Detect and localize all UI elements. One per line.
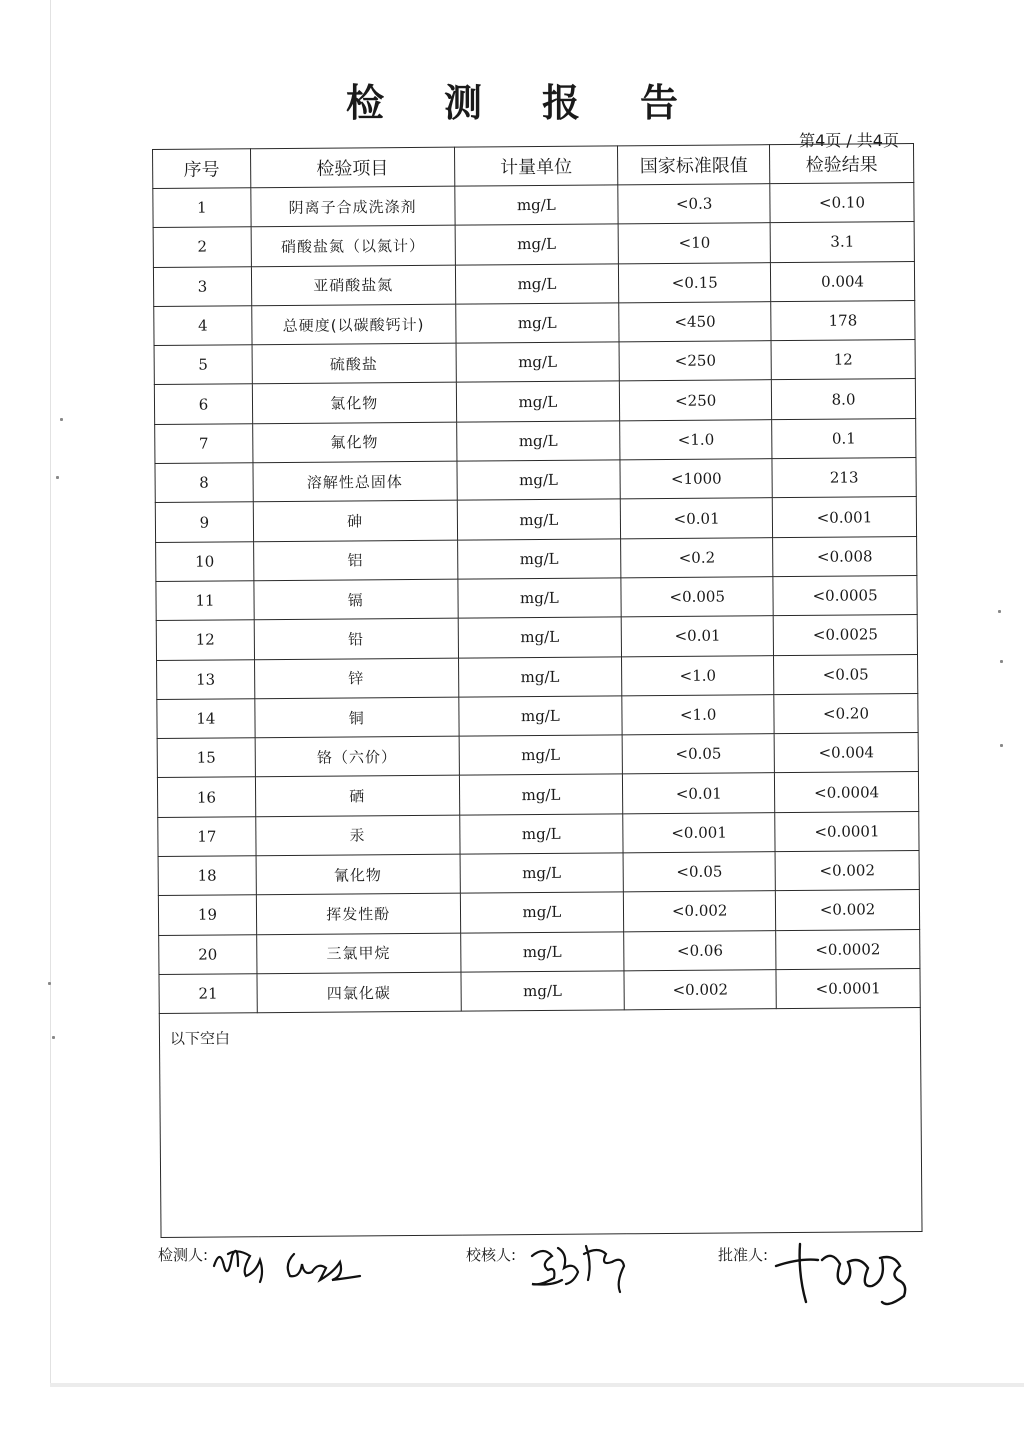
cell-item: 氯化物	[252, 383, 456, 424]
cell-limit: <0.06	[624, 930, 776, 970]
cell-item: 总硬度(以碳酸钙计)	[252, 304, 456, 345]
table-header-row	[153, 144, 914, 189]
header-limit: 国家标准限值	[618, 145, 770, 185]
table-row	[155, 458, 916, 503]
header-no: 序号	[153, 149, 251, 189]
cell-result: 0.004	[771, 261, 915, 301]
cell-no: 1	[153, 188, 251, 228]
cell-item: 溶解性总固体	[253, 461, 457, 502]
cell-limit: <0.001	[623, 812, 775, 852]
table-row	[158, 811, 919, 856]
cell-limit: <0.05	[623, 852, 775, 892]
cell-limit: <0.01	[621, 498, 773, 538]
cell-item: 亚硝酸盐氮	[251, 265, 455, 306]
cell-no: 19	[158, 895, 256, 935]
cell-result: 3.1	[770, 222, 914, 262]
cell-item: 硝酸盐氮（以氮计）	[251, 225, 455, 266]
cell-item: 汞	[256, 815, 460, 856]
cell-limit: <0.3	[618, 184, 770, 224]
table-row	[156, 575, 917, 620]
cell-unit: mg/L	[456, 460, 620, 501]
title-char: 检	[345, 81, 384, 125]
table-row	[153, 261, 914, 306]
cell-unit: mg/L	[457, 499, 621, 540]
table-row	[157, 654, 918, 699]
cell-no: 9	[155, 502, 253, 542]
cell-limit: <0.2	[621, 537, 773, 577]
cell-no: 18	[158, 856, 256, 896]
cell-result: <0.20	[774, 693, 918, 733]
table-row	[159, 968, 920, 1013]
table-row	[154, 300, 915, 345]
cell-item: 硒	[255, 776, 459, 817]
header-item: 检验项目	[250, 147, 454, 188]
title-char: 告	[640, 81, 679, 125]
scan-speck	[1000, 744, 1003, 747]
table-row	[155, 418, 916, 463]
cell-item: 镉	[254, 579, 458, 620]
header-result: 检验结果	[770, 144, 914, 184]
title-char: 报	[542, 81, 581, 125]
cell-result: <0.002	[775, 890, 919, 930]
cell-unit: mg/L	[457, 578, 621, 619]
cell-no: 15	[157, 738, 255, 778]
cell-unit: mg/L	[458, 696, 622, 737]
cell-item: 三氯甲烷	[257, 933, 461, 974]
cell-no: 5	[154, 345, 252, 385]
cell-no: 20	[159, 934, 257, 974]
reviewer-label: 校核人:	[466, 1246, 517, 1264]
cell-result: <0.10	[770, 183, 914, 223]
cell-item: 铝	[253, 540, 457, 581]
cell-no: 3	[153, 266, 251, 306]
scan-speck	[56, 476, 59, 479]
cell-limit: <0.002	[624, 970, 776, 1010]
cell-unit: mg/L	[456, 342, 620, 383]
tester-signature	[206, 1236, 386, 1286]
cell-unit: mg/L	[460, 853, 624, 894]
cell-item: 铅	[254, 618, 458, 659]
cell-limit: <250	[620, 380, 772, 420]
table-row	[158, 890, 919, 935]
cell-result: <0.0002	[776, 929, 920, 969]
scan-speck	[48, 982, 51, 985]
cell-limit: <0.01	[623, 773, 775, 813]
cell-no: 13	[157, 659, 255, 699]
table-row	[157, 772, 918, 817]
cell-result: <0.0004	[775, 772, 919, 812]
cell-limit: <1.0	[622, 694, 774, 734]
cell-result: <0.05	[774, 654, 918, 694]
cell-limit: <0.002	[624, 891, 776, 931]
scan-speck	[998, 610, 1001, 613]
cell-unit: mg/L	[460, 892, 624, 933]
header-unit: 计量单位	[454, 146, 618, 186]
cell-item: 挥发性酚	[256, 893, 460, 934]
cell-limit: <10	[618, 223, 770, 263]
cell-result: <0.004	[774, 733, 918, 773]
cell-unit: mg/L	[458, 656, 622, 697]
cell-unit: mg/L	[457, 539, 621, 580]
table-row	[157, 693, 918, 738]
cell-item: 阴离子合成洗涤剂	[251, 186, 455, 227]
cell-result: <0.0001	[775, 811, 919, 851]
table-row	[157, 733, 918, 778]
cell-no: 12	[156, 620, 254, 660]
cell-limit: <1.0	[622, 655, 774, 695]
cell-no: 2	[153, 227, 251, 267]
cell-result: 178	[771, 300, 915, 340]
cell-limit: <0.01	[621, 616, 773, 656]
page-edge	[50, 0, 51, 1385]
table-row	[156, 536, 917, 581]
table-row	[153, 183, 914, 228]
cell-item: 锌	[254, 658, 458, 699]
table-row	[153, 222, 914, 267]
cell-result: <0.0025	[773, 615, 917, 655]
table-row	[154, 379, 915, 424]
cell-no: 11	[156, 581, 254, 621]
cell-limit: <1000	[620, 459, 772, 499]
cell-limit: <0.15	[619, 262, 771, 302]
cell-result: 12	[771, 340, 915, 380]
cell-unit: mg/L	[460, 971, 624, 1012]
cell-unit: mg/L	[456, 381, 620, 422]
cell-result: 8.0	[771, 379, 915, 419]
cell-limit: <1.0	[620, 419, 772, 459]
cell-limit: <450	[619, 302, 771, 342]
title-char: 测	[443, 81, 482, 125]
cell-result: 0.1	[772, 418, 916, 458]
cell-result: <0.001	[772, 497, 916, 537]
cell-item: 铬（六价）	[255, 736, 459, 777]
cell-unit: mg/L	[455, 263, 619, 304]
page-bottom-edge	[50, 1383, 1024, 1387]
cell-unit: mg/L	[454, 185, 618, 226]
signature-area	[0, 1230, 1024, 1330]
cell-unit: mg/L	[459, 774, 623, 815]
cell-unit: mg/L	[456, 421, 620, 462]
page-info: 第4页 / 共4页	[799, 131, 899, 150]
cell-result: <0.0005	[773, 575, 917, 615]
cell-result: <0.002	[775, 851, 919, 891]
table-row	[156, 615, 917, 660]
blank-note: 以下空白	[159, 1008, 922, 1238]
results-table	[152, 143, 923, 1238]
cell-no: 6	[154, 384, 252, 424]
table-row	[159, 929, 920, 974]
cell-unit: mg/L	[455, 224, 619, 265]
cell-unit: mg/L	[458, 617, 622, 658]
report-title	[0, 72, 1024, 127]
cell-result: <0.0001	[776, 968, 920, 1008]
reviewer-signature	[522, 1238, 638, 1298]
cell-no: 14	[157, 699, 255, 739]
scan-speck	[1000, 660, 1003, 663]
approver-label: 批准人:	[718, 1246, 769, 1264]
cell-item: 四氯化碳	[257, 972, 461, 1013]
cell-limit: <250	[619, 341, 771, 381]
blank-row	[159, 1008, 922, 1238]
cell-item: 砷	[253, 500, 457, 541]
cell-no: 4	[154, 306, 252, 346]
cell-unit: mg/L	[460, 931, 624, 972]
table-row	[155, 497, 916, 542]
cell-no: 8	[155, 463, 253, 503]
cell-item: 氰化物	[256, 854, 460, 895]
scan-speck	[60, 418, 63, 421]
cell-unit: mg/L	[455, 303, 619, 344]
table-body	[153, 183, 920, 1014]
cell-result: <0.008	[773, 536, 917, 576]
cell-no: 21	[159, 974, 257, 1014]
cell-item: 铜	[255, 697, 459, 738]
tester-label: 检测人:	[158, 1246, 209, 1264]
cell-limit: <0.05	[622, 734, 774, 774]
cell-limit: <0.005	[621, 577, 773, 617]
cell-unit: mg/L	[459, 735, 623, 776]
cell-no: 7	[155, 424, 253, 464]
approver-signature	[772, 1234, 922, 1314]
table-row	[158, 851, 919, 896]
table-row	[154, 340, 915, 385]
cell-unit: mg/L	[459, 814, 623, 855]
scan-speck	[52, 1036, 55, 1039]
cell-item: 硫酸盐	[252, 343, 456, 384]
cell-no: 10	[156, 541, 254, 581]
cell-result: 213	[772, 458, 916, 498]
cell-no: 16	[157, 777, 255, 817]
cell-no: 17	[158, 816, 256, 856]
cell-item: 氟化物	[253, 422, 457, 463]
